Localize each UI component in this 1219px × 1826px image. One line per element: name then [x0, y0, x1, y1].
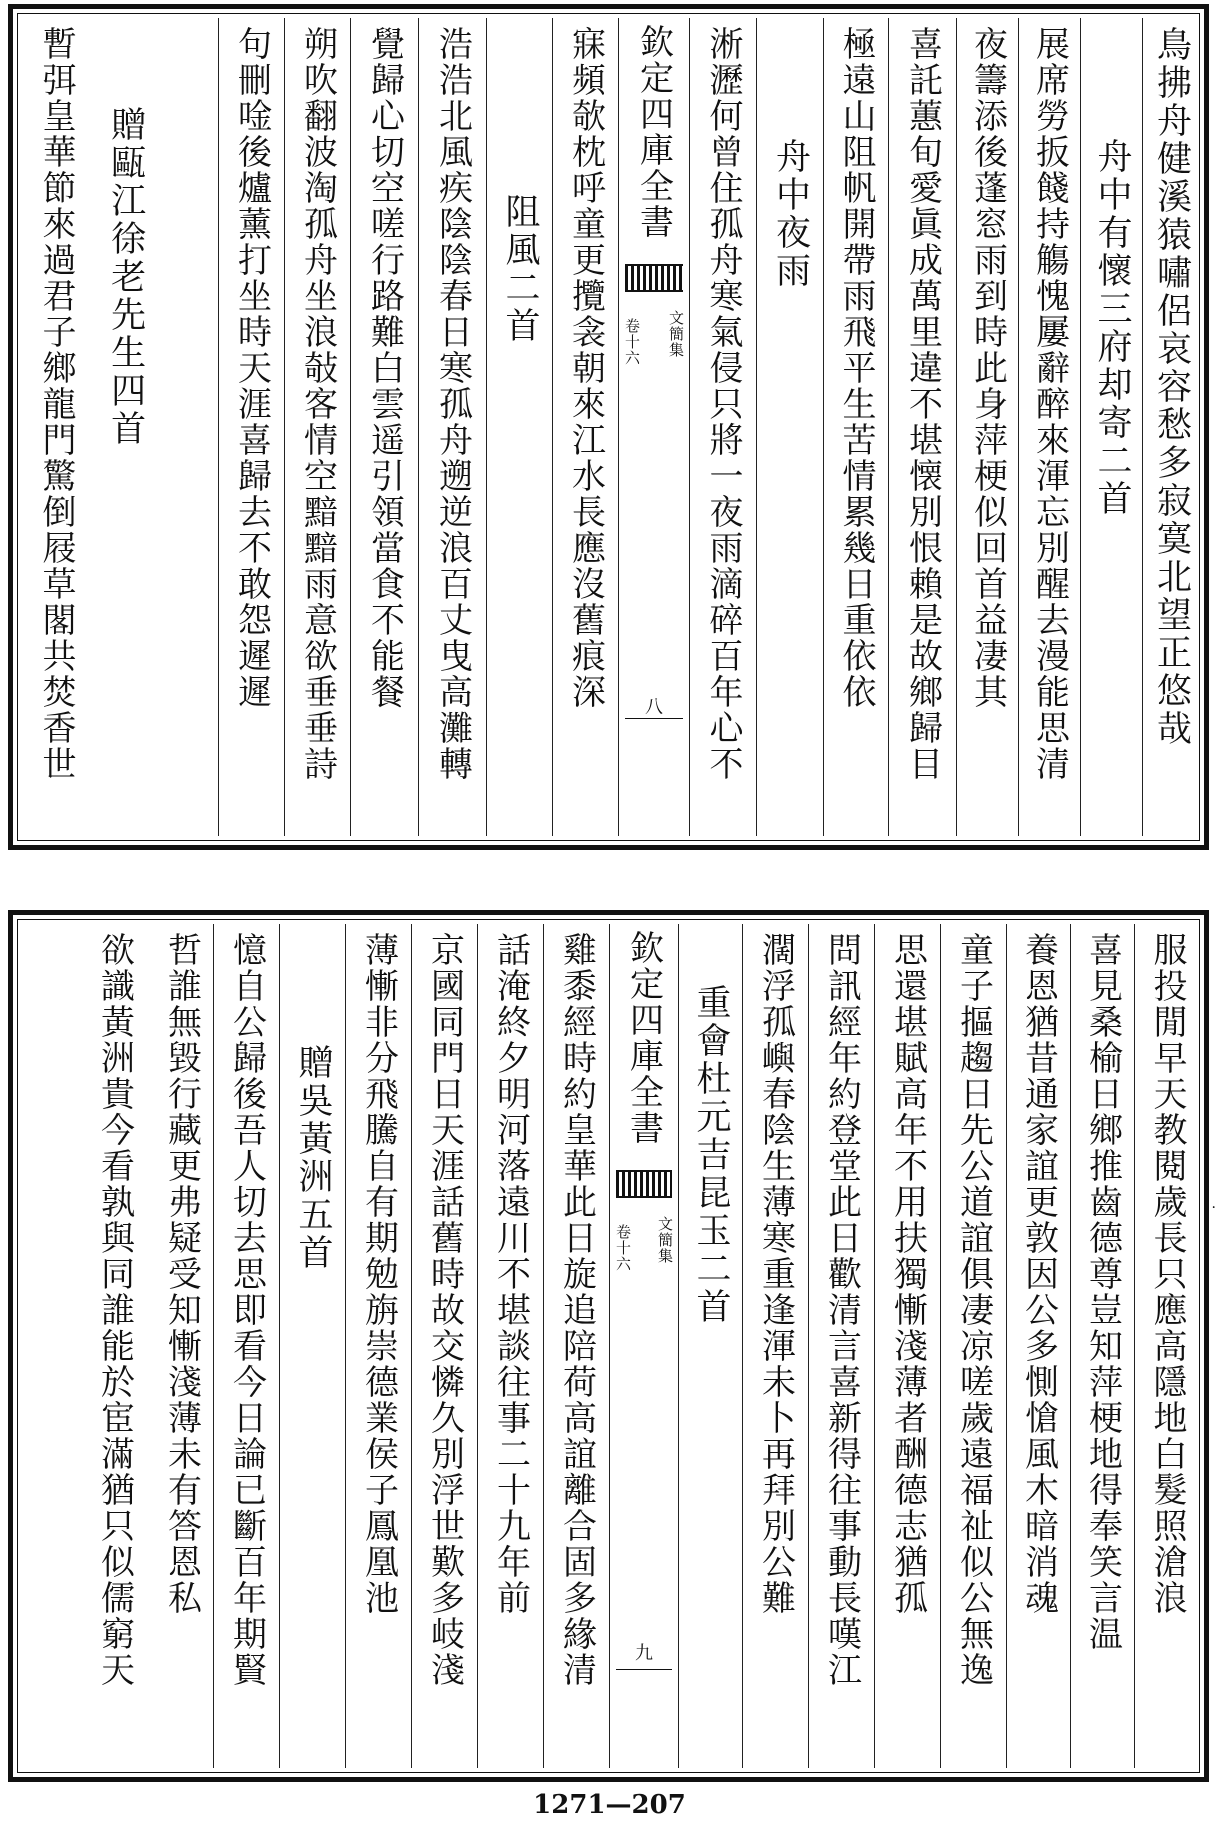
column-text: 雞黍經時約皇華此日旋追陪荷高誼離合固多緣清 [556, 932, 597, 1688]
text-column [889, 18, 957, 836]
juan-number: 卷十六 [623, 318, 641, 366]
center-slip [610, 924, 679, 1768]
text-column [1135, 924, 1200, 1768]
text-column [150, 924, 214, 1768]
poem-title: 重會杜元吉昆玉二首 [691, 984, 731, 1326]
text-column [743, 924, 809, 1768]
column-text: 暫弭皇華節來過君子鄉龍門驚倒屐草閣共焚香世 [36, 26, 76, 782]
text-column [1071, 924, 1135, 1768]
text-column [280, 924, 346, 1768]
text-column [941, 924, 1007, 1768]
column-text: 浩浩北風疾陰陰春日寒孤舟遡逆浪百丈曳高灘轉 [432, 26, 473, 782]
poem-title: 舟中夜雨 [770, 138, 811, 290]
slip-rule [616, 1669, 672, 1670]
text-column [757, 18, 824, 836]
page-footer-number: 1271—207 [533, 1790, 686, 1820]
poem-title: 舟中有懷三府却寄二首 [1092, 138, 1132, 518]
book-title: 欽定四庫全書 [633, 24, 674, 240]
fish-tail-mark [616, 1170, 672, 1198]
juan-number: 卷十六 [614, 1224, 632, 1272]
column-text: 淅瀝何曾住孤舟寒氣侵只將一夜雨滴碎百年心不 [703, 26, 743, 782]
text-column [1143, 18, 1200, 836]
text-column [412, 924, 478, 1768]
margin-mark: · [1211, 1200, 1216, 1216]
folio-number: 八 [645, 697, 663, 718]
text-column [679, 924, 743, 1768]
column-text: 朔吹翻波淘孤舟坐浪敧客情空黯黯雨意欲垂垂詩 [297, 26, 338, 782]
column-text: 句刪唫後爐薰打坐時天涯喜歸去不敢怨遲遲 [231, 26, 272, 710]
column-text: 問訊經年約登堂此日歡清言喜新得往事動長嘆江 [821, 932, 862, 1688]
column-text: 服投閒早天教閱歲長只應高隱地白髮照滄浪 [1147, 932, 1187, 1616]
text-column [219, 18, 285, 836]
column-text: 京國同門日天涯話舊時故交憐久別浮世歎多岐淺 [424, 932, 465, 1688]
folio-page-9 [8, 910, 1209, 1782]
column-text: 童子摳趨日先公道誼俱凄凉嗟歲遠福祉似公無逸 [953, 932, 994, 1688]
column-text: 覺歸心切空嗟行路難白雲遥引領當食不能餐 [364, 26, 405, 710]
text-column [544, 924, 610, 1768]
text-column [346, 924, 412, 1768]
text-column [824, 18, 889, 836]
column-text: 鳥拂舟健溪猿嘯侶哀容愁多寂寞北望正悠哉 [1151, 26, 1192, 748]
text-column [285, 18, 351, 836]
text-column [23, 18, 89, 836]
column-text: 話淹終夕明河落遠川不堪談往事二十九年前 [490, 932, 531, 1616]
collection-name: 文簡集 [656, 1216, 674, 1264]
text-column [478, 924, 544, 1768]
poem-title: 阻風二首 [500, 193, 540, 345]
column-text: 極遠山阻帆開帶雨飛平生苦情累幾日重依依 [836, 26, 876, 710]
poem-title: 贈甌江徐老先生四首 [105, 106, 146, 448]
text-column [1019, 18, 1081, 836]
poem-title: 贈吳黃洲五首 [293, 1044, 333, 1272]
text-column [875, 924, 941, 1768]
text-column [809, 924, 875, 1768]
column-text: 薄慚非分飛騰自有期勉旃崇德業侯子鳳凰池 [358, 932, 399, 1616]
folio-number: 九 [635, 1643, 653, 1664]
column-text: 夜籌添後蓬窓雨到時此身萍梗似回首益凄其 [967, 26, 1008, 710]
column-text: 思還堪賦高年不用扶獨慚淺薄者酬德志猶孤 [887, 932, 928, 1616]
column-text: 濶浮孤嶼春陰生薄寒重逢渾未卜再拜別公難 [755, 932, 796, 1616]
center-slip [619, 18, 690, 836]
column-text: 憶自公歸後吾人切去思即看今日論已斷百年期賢 [226, 932, 267, 1688]
text-column [23, 924, 150, 1768]
column-text: 喜見桑榆日鄉推齒德尊豈知萍梗地得奉笑言温 [1082, 932, 1123, 1652]
column-text: 哲誰無毀行藏更弗疑受知慚淺薄未有答恩私 [161, 932, 202, 1616]
book-title: 欽定四庫全書 [623, 930, 664, 1146]
text-column [419, 18, 487, 836]
text-column [553, 18, 619, 836]
text-column [487, 18, 553, 836]
text-column [690, 18, 757, 836]
text-column [1081, 18, 1143, 836]
text-column [1007, 924, 1071, 1768]
text-column [89, 18, 219, 836]
collection-name: 文簡集 [667, 310, 685, 358]
column-text: 展席勞扳餞持觴愧屢辭醉來渾忘別醒去漫能思清 [1029, 26, 1070, 782]
folio-page-8 [8, 4, 1209, 850]
fish-tail-mark [625, 264, 683, 292]
column-text: 寐頻欹枕呼童更攬衾朝來江水長應沒舊痕深 [565, 26, 606, 710]
column-text: 欲識黃洲貴今看孰與同誰能於宦滿猶只似儒窮天 [94, 932, 135, 1688]
column-text: 喜託蕙旬愛眞成萬里違不堪懐別恨賴是故鄉歸目 [902, 26, 943, 782]
text-column [351, 18, 419, 836]
text-column [214, 924, 280, 1768]
column-text: 養恩猶昔通家誼更敦因公多惻愴風木暗消魂 [1018, 932, 1059, 1616]
text-column [957, 18, 1019, 836]
